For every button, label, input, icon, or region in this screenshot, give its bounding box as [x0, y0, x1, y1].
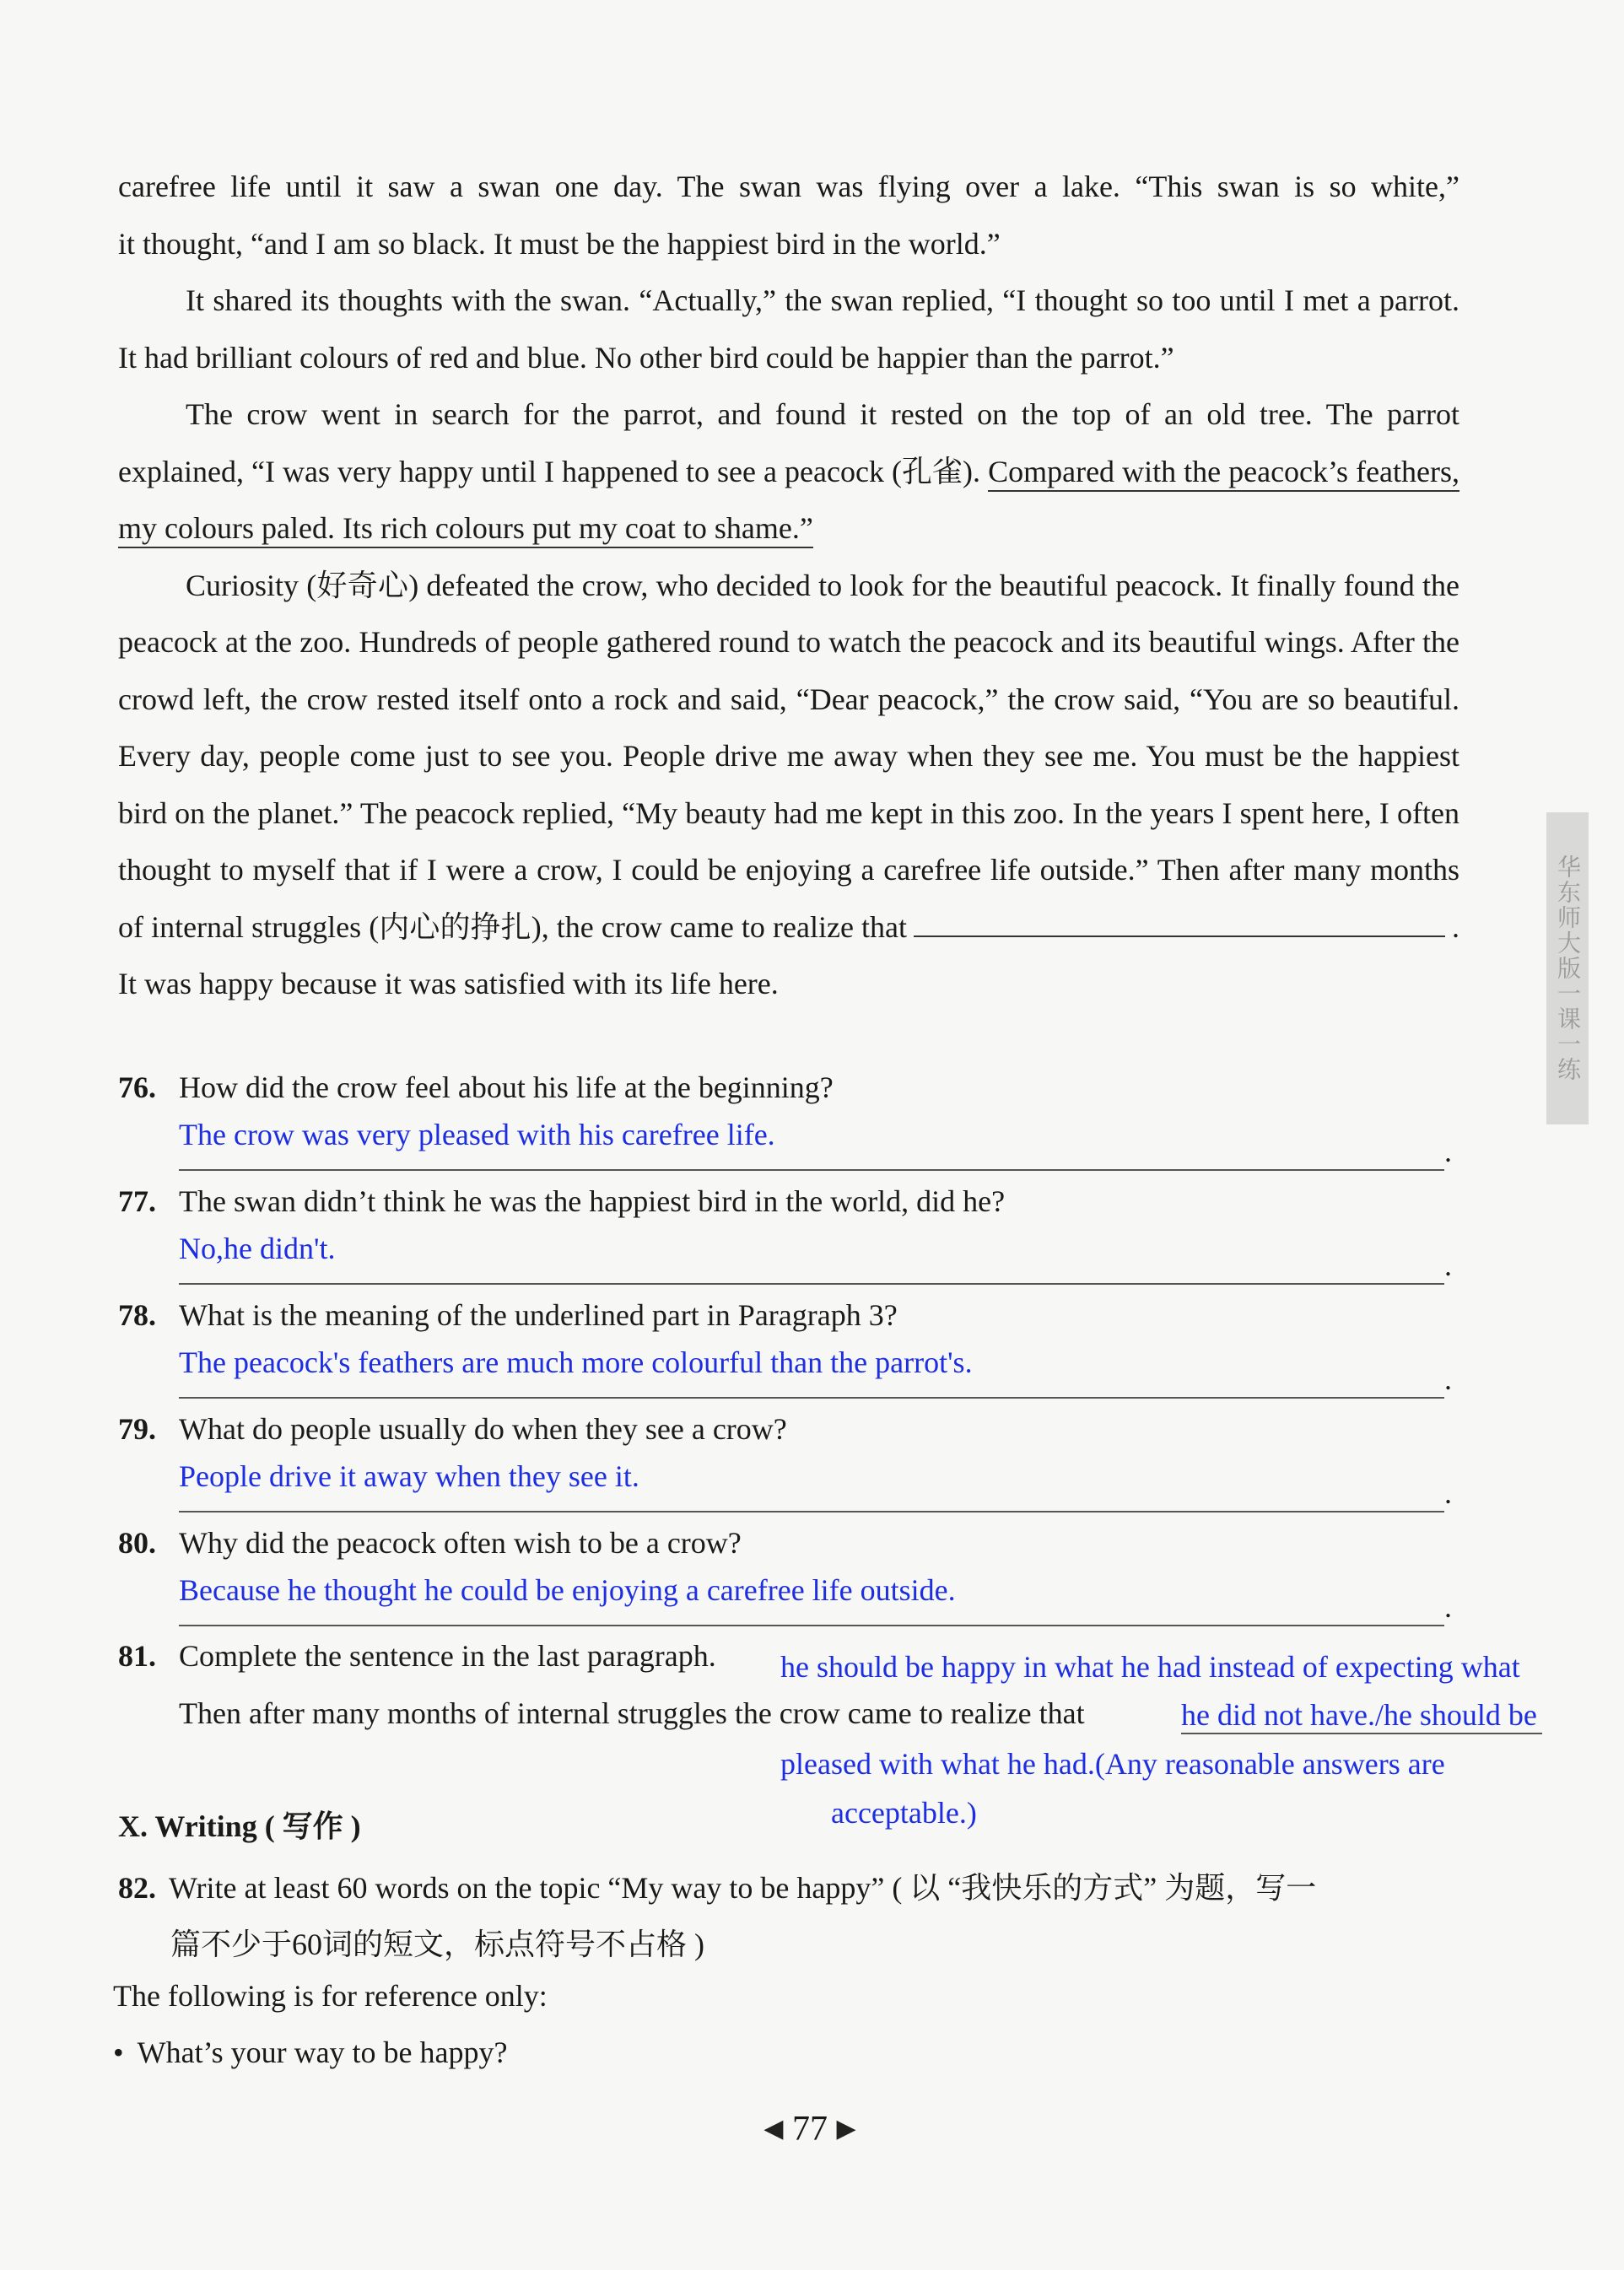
- question-79: [118, 1411, 1459, 1447]
- passage-line: it thought, “and I am so black. It must be the happiest bird in the world.”: [118, 226, 1001, 261]
- question-number: 80.: [118, 1526, 156, 1560]
- question-number: 81.: [118, 1639, 156, 1673]
- period: .: [1444, 1476, 1452, 1510]
- question-text: Complete the sentence in the last paragraph.: [179, 1639, 716, 1673]
- handwritten-answer-line: pleased with what he had.(Any reasonable answers are: [780, 1747, 1445, 1781]
- handwritten-answer-line: acceptable.): [831, 1796, 977, 1830]
- reference-note: The following is for reference only:: [113, 1979, 548, 2013]
- handwritten-answer: No,he didn't.: [179, 1232, 336, 1265]
- handwritten-answer: The peacock's feathers are much more colourful than the parrot's.: [179, 1345, 973, 1379]
- question-76: [118, 1070, 1459, 1105]
- question-80: [118, 1525, 1459, 1561]
- question-number: 82.: [118, 1871, 156, 1905]
- question-81-line: Then after many months of internal struggles the crow came to realize that: [179, 1696, 1085, 1730]
- handwritten-answer-line: he did not have./he should be: [1181, 1697, 1542, 1734]
- passage-text: The crow went in search for the parrot, and found it rested on the top of an old tree. The parrot explained, “I was very happy until I happened to see a peacock (孔雀).: [118, 397, 1459, 488]
- passage-line: carefree life until it saw a swan one day. The swan was flying over a lake. “This swan is so white,”: [118, 170, 1459, 203]
- side-tab-label: 华东师大版一课一练: [1554, 855, 1582, 1082]
- triangle-right-icon: ▶: [836, 2115, 856, 2143]
- question-text: What do people usually do when they see a crow?: [179, 1412, 787, 1446]
- bullet-icon: •: [113, 2035, 124, 2069]
- question-text: How did the crow feel about his life at the beginning?: [179, 1070, 834, 1104]
- question-text: The swan didn’t think he was the happiest bird in the world, did he?: [179, 1184, 1006, 1218]
- question-82-line: 篇不少于60词的短文，标点符号不占格 ): [170, 1928, 704, 1961]
- passage-paragraph-3: [118, 386, 1459, 558]
- bullet-text: What’s your way to be happy?: [137, 2035, 508, 2069]
- question-77: [118, 1184, 1459, 1219]
- fill-in-blank: [914, 910, 1445, 937]
- handwritten-answer-line: he should be happy in what he had instead of expecting what: [780, 1650, 1520, 1684]
- reading-passage: [118, 159, 1459, 1013]
- bullet-item: [113, 2035, 1454, 2070]
- question-text: Write at least 60 words on the topic “My way to be happy” ( 以 “我快乐的方式” 为题，写一: [169, 1871, 1317, 1905]
- page-number-text: 77: [792, 2110, 828, 2149]
- question-text: What is the meaning of the underlined part in Paragraph 3?: [179, 1298, 898, 1332]
- question-78: [118, 1297, 1459, 1333]
- handwritten-answer: The crow was very pleased with his carefree life.: [179, 1118, 775, 1151]
- period: .: [1444, 1362, 1452, 1396]
- answer-line: [179, 1237, 1444, 1285]
- question-number: 79.: [118, 1412, 156, 1446]
- period: .: [1444, 1248, 1452, 1282]
- passage-text: Curiosity (好奇心) defeated the crow, who decided to look for the beautiful peacock. It finally found the peacock at the zoo. Hundreds of people gathered round to watch the peacock and its beautiful wings. After the crowd left, the crow rested itself onto a rock and said, “Dear peacock,” the crow said, “You are so beautiful. Every day, people come just to see you. People drive me away when they see me. You must be the happiest bird on the planet.” The peacock replied, “My beauty had me kept in this zoo. In the years I spent here, I often thought to myself that if I were a crow, I could be enjoying a carefree life outside.” Then after many months of internal struggles (内心的挣扎), the crow came to realize that: [118, 568, 1459, 944]
- period: .: [1444, 1135, 1452, 1168]
- handwritten-answer: People drive it away when they see it.: [179, 1459, 639, 1493]
- period: .: [1444, 1590, 1452, 1624]
- question-number: 78.: [118, 1298, 156, 1332]
- handwritten-answer: Because he thought he could be enjoying a carefree life outside.: [179, 1573, 956, 1607]
- underlined-part: Compared with the peacock’s feathers, my colours paled. Its rich colours put my coat to shame.”: [118, 455, 1459, 549]
- question-81: [118, 1638, 793, 1674]
- passage-text: . It was happy because it was satisfied with its life here.: [118, 909, 1459, 1000]
- side-tab: [1546, 812, 1589, 1124]
- passage-paragraph-2: It shared its thoughts with the swan. “Actually,” the swan replied, “I thought so too until I met a parrot. It had brilliant colours of red and blue. No other bird could be happier than the parrot.”: [118, 283, 1459, 375]
- question-number: 77.: [118, 1184, 156, 1218]
- page-number: [734, 2109, 886, 2149]
- question-text: Why did the peacock often wish to be a crow?: [179, 1526, 742, 1560]
- question-82: [118, 1864, 1459, 1907]
- question-number: 76.: [118, 1070, 156, 1104]
- passage-paragraph-4: [118, 558, 1459, 1013]
- section-heading-writing: X. Writing ( 写作 ): [118, 1809, 361, 1843]
- triangle-left-icon: ◀: [763, 2115, 784, 2143]
